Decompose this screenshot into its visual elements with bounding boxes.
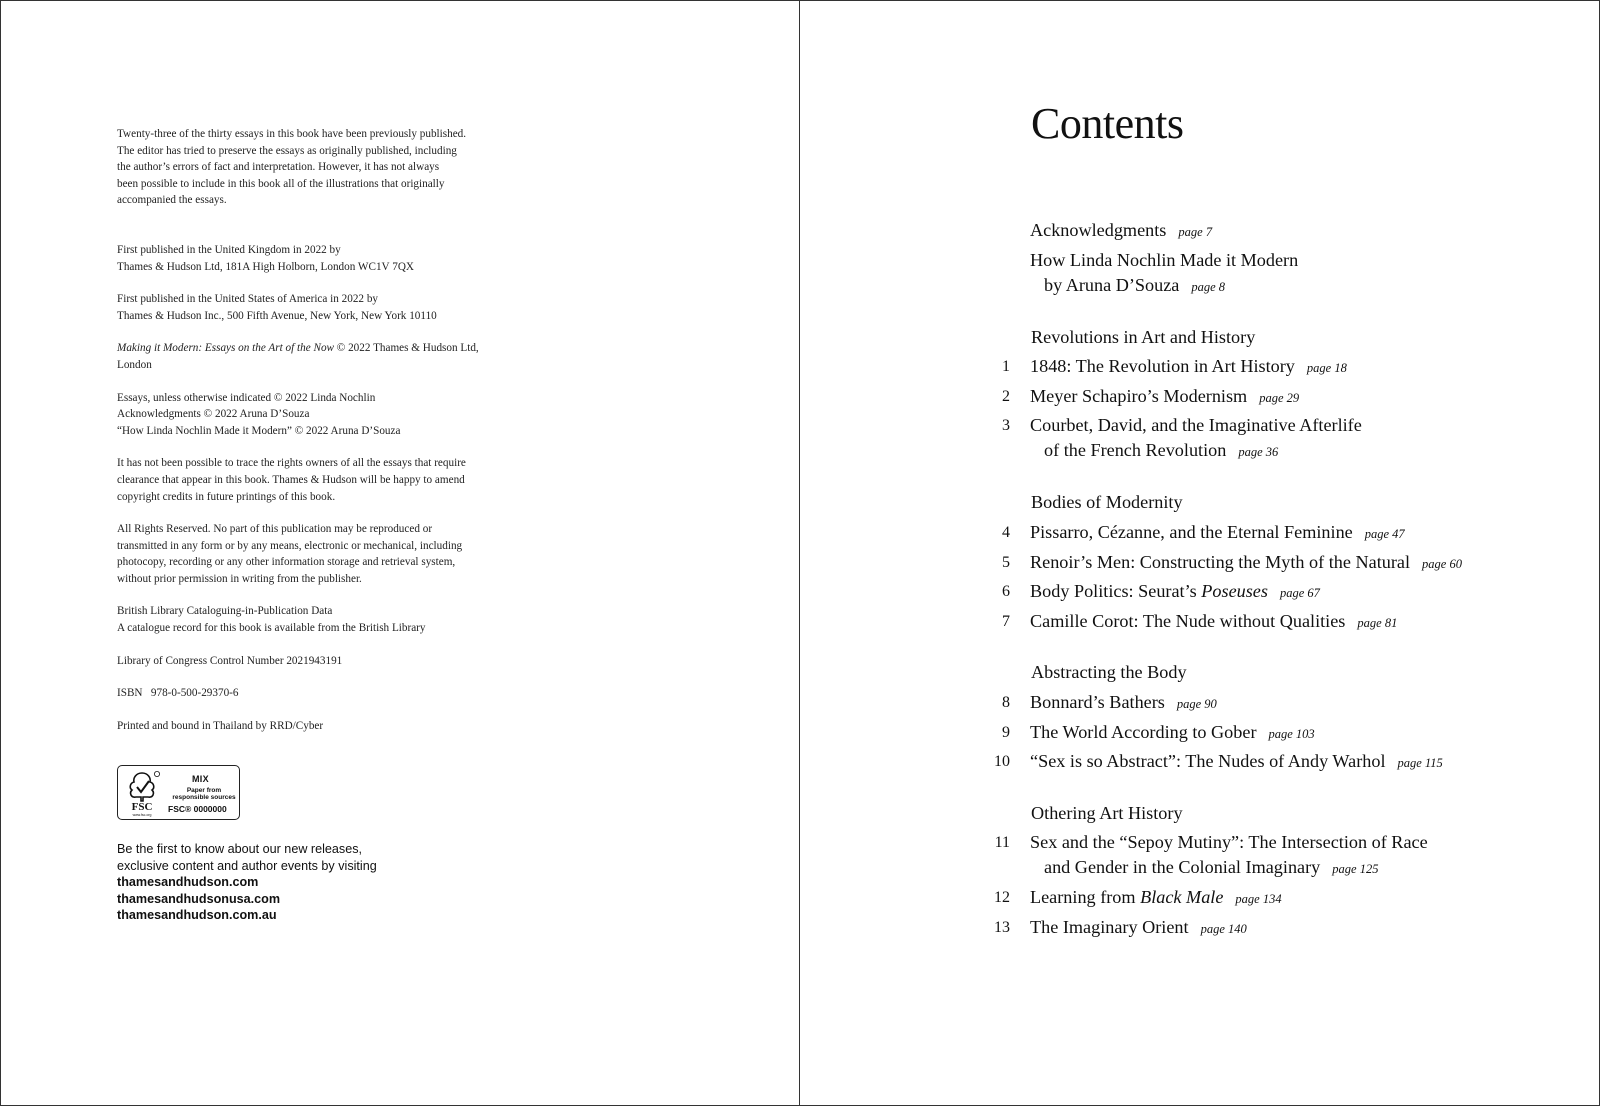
copyright-notice: Making it Modern: Essays on the Art of the Now © 2022 Thames & Hudson Ltd, London xyxy=(117,342,479,371)
page-title: Contents xyxy=(1031,99,1184,148)
reprint-note: Twenty-three of the thirty essays in this book have been previously published. The editor has tried to preserve the essays as originally published, including the author’s errors of fact and interpretation. However, it has not always been possible to include in this book all of the illustrations that originally accompanied the essays. xyxy=(117,128,467,207)
chapter-number: 12 xyxy=(994,889,1010,907)
toc-entry[interactable] xyxy=(1030,579,1320,606)
website-link[interactable]: thamesandhudsonusa.com xyxy=(117,891,281,906)
page-reference: page 29 xyxy=(1259,390,1300,405)
toc-entry[interactable] xyxy=(1030,609,1397,636)
toc-entry[interactable] xyxy=(1030,550,1462,577)
website-link[interactable]: thamesandhudson.com.au xyxy=(117,908,277,923)
page-reference: page 103 xyxy=(1268,726,1315,741)
fsc-logo-text: FSC xyxy=(131,801,153,813)
section-heading: Abstracting the Body xyxy=(1031,662,1187,683)
fsc-logo-url: www.fsc.org xyxy=(132,813,152,817)
toc-entry[interactable] xyxy=(1030,520,1405,547)
page-reference: page 115 xyxy=(1397,756,1443,771)
website-link[interactable]: thamesandhudson.com xyxy=(117,875,259,890)
toc-entry-title: Meyer Schapiro’s Modernism page 29 xyxy=(1030,385,1300,406)
toc-entry-title: How Linda Nochlin Made it Modern xyxy=(1030,249,1299,270)
chapter-number: 9 xyxy=(1002,723,1010,741)
chapter-number: 5 xyxy=(1002,553,1010,571)
british-library-data: British Library Cataloguing-in-Publication Data A catalogue record for this book is available from the British Library xyxy=(117,605,426,635)
toc-entry-title: Body Politics: Seurat’s Poseuses page 67 xyxy=(1030,581,1320,602)
toc-entry[interactable] xyxy=(1030,749,1443,776)
isbn: ISBN 978-0-500-29370-6 xyxy=(117,687,239,700)
page-reference: page 18 xyxy=(1306,361,1347,376)
toc-entry-title: Sex and the “Sepoy Mutiny”: The Intersection of Race xyxy=(1030,832,1428,853)
page-reference: page 125 xyxy=(1332,862,1379,877)
page-reference: page 8 xyxy=(1191,279,1226,294)
toc-entry-title: Acknowledgments page 7 xyxy=(1030,220,1213,240)
toc-entry-title-continued: and Gender in the Colonial Imaginary page 125 xyxy=(1044,857,1379,878)
page-reference: page 7 xyxy=(1178,225,1213,239)
chapter-number: 10 xyxy=(994,753,1010,771)
credits: Essays, unless otherwise indicated © 2022 Linda Nochlin Acknowledgments © 2022 Aruna D’Souza “How Linda Nochlin Made it Modern” © 2022 Aruna D’Souza xyxy=(117,391,401,437)
loc-number: Library of Congress Control Number 2021943191 xyxy=(117,654,343,667)
promo-block: Be the first to know about our new releases, exclusive content and author events by visiting thamesandhudson.com thamesandhudsonusa.com thamesandhudson.com.au xyxy=(117,842,377,923)
page-reference: page 47 xyxy=(1364,527,1405,541)
toc-entry[interactable] xyxy=(1030,690,1217,717)
toc-entry[interactable] xyxy=(1030,248,1298,300)
toc-entry[interactable] xyxy=(1030,218,1212,245)
chapter-number: 6 xyxy=(1002,583,1010,601)
toc-entry[interactable] xyxy=(1030,384,1299,411)
toc-entry-title: The Imaginary Orient page 140 xyxy=(1030,917,1247,937)
toc-entry[interactable] xyxy=(1030,830,1428,882)
chapter-number: 2 xyxy=(1002,387,1010,405)
toc-entry-title: Learning from Black Male page 134 xyxy=(1030,887,1282,908)
fsc-mix: MIX xyxy=(192,774,209,784)
toc-entry-title: Courbet, David, and the Imaginative Afterlife xyxy=(1030,415,1362,436)
chapter-number: 11 xyxy=(994,834,1010,852)
toc-entry-title: Camille Corot: The Nude without Qualities page 81 xyxy=(1030,610,1398,631)
toc-entry-title-continued: by Aruna D’Souza page 8 xyxy=(1044,274,1226,295)
chapter-number: 13 xyxy=(994,919,1010,936)
toc-entry-title: 1848: The Revolution in Art History page 18 xyxy=(1030,356,1347,377)
toc-entry[interactable] xyxy=(1030,413,1362,465)
section-heading: Revolutions in Art and History xyxy=(1031,326,1256,347)
section-heading: Othering Art History xyxy=(1031,802,1183,823)
us-publication: First published in the United States of America in 2022 by Thames & Hudson Inc., 500 Fifth Avenue, New York, New York 10110 xyxy=(117,293,437,322)
toc-entry[interactable] xyxy=(1030,885,1282,912)
section-heading: Bodies of Modernity xyxy=(1031,492,1183,513)
chapter-number: 8 xyxy=(1002,694,1010,711)
chapter-number: 4 xyxy=(1002,524,1010,541)
fsc-code: FSC® 0000000 xyxy=(168,804,227,814)
toc-entry-title: “Sex is so Abstract”: The Nudes of Andy Warhol page 115 xyxy=(1030,751,1443,772)
page-reference: page 134 xyxy=(1235,892,1282,907)
rights-trace-note: It has not been possible to trace the rights owners of all the essays that require clearance that appear in this book. Thames & Hudson will be happy to amend copyright credits in future printings of this book. xyxy=(117,457,466,503)
page-reference: page 140 xyxy=(1200,922,1247,936)
page-reference: page 81 xyxy=(1357,615,1398,630)
chapter-number: 3 xyxy=(1002,417,1010,435)
chapter-number: 1 xyxy=(1002,358,1010,376)
printer-info: Printed and bound in Thailand by RRD/Cyber xyxy=(117,719,324,732)
toc-entry-title: Bonnard’s Bathers page 90 xyxy=(1030,692,1217,712)
chapter-number: 7 xyxy=(1002,612,1010,630)
book-title: Making it Modern: Essays on the Art of the Now xyxy=(117,342,334,355)
toc-entry-title-continued: of the French Revolution page 36 xyxy=(1044,440,1279,461)
uk-publication: First published in the United Kingdom in 2022 by Thames & Hudson Ltd, 181A High Holborn, London WC1V 7QX xyxy=(117,243,414,273)
toc-entry[interactable] xyxy=(1030,720,1315,747)
rights-reserved: All Rights Reserved. No part of this publication may be reproduced or transmitted in any form or by any means, electronic or mechanical, including photocopy, recording or any other information storage and retrieval system, without prior permission in writing from the publisher. xyxy=(117,523,463,585)
fsc-paper-text: Paper from responsible sources xyxy=(172,787,236,801)
page-reference: page 60 xyxy=(1422,556,1462,571)
toc-entry-title: The World According to Gober page 103 xyxy=(1030,721,1315,742)
toc-entry-title: Renoir’s Men: Constructing the Myth of the Natural page 60 xyxy=(1030,551,1462,572)
page-reference: page 36 xyxy=(1238,445,1279,460)
page-reference: page 90 xyxy=(1176,697,1217,711)
toc-entry-title: Pissarro, Cézanne, and the Eternal Feminine page 47 xyxy=(1030,522,1405,542)
toc-entry[interactable] xyxy=(1030,354,1347,381)
toc-entry[interactable] xyxy=(1030,915,1247,942)
page-reference: page 67 xyxy=(1279,586,1320,601)
